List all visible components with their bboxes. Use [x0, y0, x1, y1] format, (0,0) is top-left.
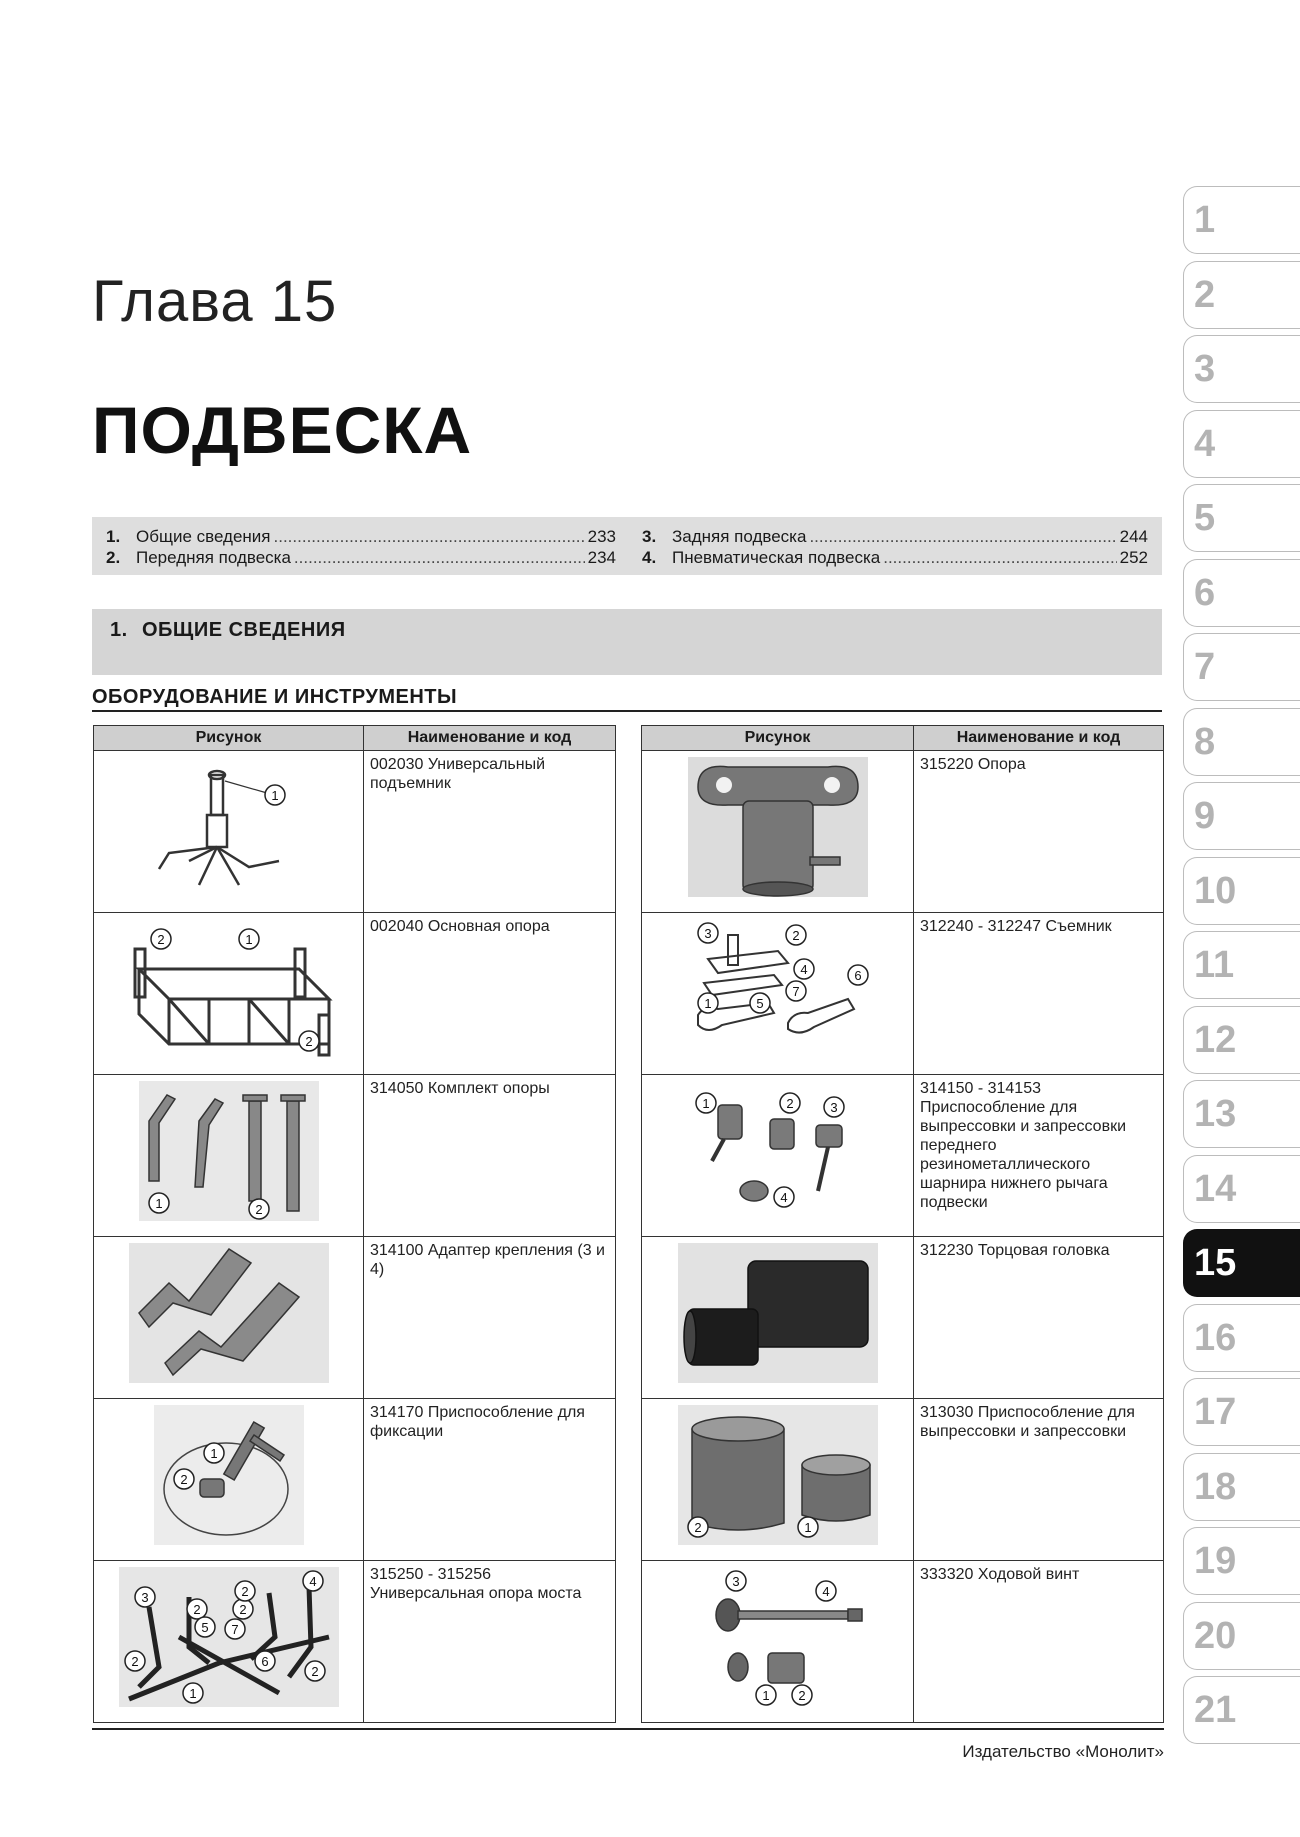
callout-marker: 2 — [240, 1584, 249, 1599]
chapter-tab-label: 13 — [1194, 1093, 1237, 1135]
callout-marker: 2 — [693, 1520, 702, 1535]
tool-name: 315250 - 315256 Универсальная опора моста — [364, 1561, 616, 1723]
callout-marker: 2 — [238, 1602, 247, 1617]
tool-name: 314050 Комплект опоры — [364, 1075, 616, 1237]
callout-marker: 1 — [270, 788, 279, 803]
callout-marker: 1 — [154, 1196, 163, 1211]
chapter-tab[interactable] — [1183, 857, 1300, 925]
toc-column-left — [106, 527, 616, 569]
chapter-tab[interactable] — [1183, 1676, 1300, 1744]
toc-item-number: 1. — [106, 527, 121, 546]
callout-marker: 2 — [310, 1664, 319, 1679]
toc-item[interactable] — [642, 548, 1148, 569]
callout-marker: 5 — [755, 996, 764, 1011]
table-row — [94, 1561, 616, 1723]
tool-name: 314100 Адаптер крепления (3 и 4) — [364, 1237, 616, 1399]
chapter-tab-label: 15 — [1194, 1242, 1237, 1284]
tool-name: 333320 Ходовой винт — [914, 1561, 1164, 1723]
section-title: ОБЩИЕ СВЕДЕНИЯ — [142, 619, 346, 641]
table-row — [642, 1399, 1164, 1561]
tool-picture-cell — [94, 751, 364, 913]
chapter-tab-label: 6 — [1194, 571, 1216, 614]
table-row — [94, 1237, 616, 1399]
toc-item-title: Пневматическая подвеска — [672, 548, 881, 567]
chapter-tab[interactable] — [1183, 1527, 1300, 1595]
support-kit-illustration — [139, 1081, 319, 1221]
toc-item-number: 3. — [642, 527, 657, 546]
mounting-adapter-illustration — [129, 1243, 329, 1383]
chapter-tab[interactable] — [1183, 931, 1300, 999]
tool-name: 312240 - 312247 Съемник — [914, 913, 1164, 1075]
callout-marker: 1 — [188, 1686, 197, 1701]
callout-marker: 2 — [254, 1202, 263, 1217]
callout-marker: 5 — [200, 1620, 209, 1635]
toc-leader-dots — [809, 527, 1116, 547]
chapter-tab-active[interactable] — [1183, 1229, 1300, 1297]
toc-item[interactable] — [106, 527, 616, 548]
universal-lift-illustration — [129, 757, 329, 895]
tool-picture-cell — [642, 1561, 914, 1723]
table-row — [642, 1075, 1164, 1237]
tool-name: 002030 Универсальный подъемник — [364, 751, 616, 913]
column-header-picture: Рисунок — [94, 726, 364, 751]
chapter-tab-label: 20 — [1194, 1614, 1237, 1657]
section-heading-bar — [92, 609, 1162, 675]
tool-picture-cell — [642, 1399, 914, 1561]
table-header-row — [94, 726, 616, 751]
chapter-tab[interactable] — [1183, 335, 1300, 403]
chapter-tab-label: 2 — [1194, 273, 1216, 316]
equipment-table-right — [641, 725, 1164, 1723]
tool-picture-cell — [94, 1075, 364, 1237]
press-tool-set-illustration — [678, 1081, 878, 1221]
chapter-tab-label: 21 — [1194, 1689, 1237, 1731]
tool-name: 313030 Приспособление для выпрессовки и запрессовки — [914, 1399, 1164, 1561]
chapter-tab[interactable] — [1183, 1304, 1300, 1372]
chapter-tab-label: 14 — [1194, 1167, 1237, 1210]
chapter-tab-label: 3 — [1194, 348, 1216, 390]
table-of-contents — [92, 517, 1162, 575]
universal-axle-support-illustration — [119, 1567, 339, 1707]
table-row — [642, 913, 1164, 1075]
chapter-tab-label: 8 — [1194, 720, 1216, 763]
callout-marker: 4 — [799, 962, 808, 977]
callout-marker: 1 — [761, 1688, 770, 1703]
callout-marker: 6 — [853, 968, 862, 983]
table-row — [642, 1561, 1164, 1723]
tool-picture-cell — [94, 1561, 364, 1723]
toc-item[interactable] — [106, 548, 616, 569]
tool-picture-cell — [642, 1237, 914, 1399]
table-row — [94, 1075, 616, 1237]
table-row — [94, 751, 616, 913]
tool-name: 002040 Основная опора — [364, 913, 616, 1075]
callout-marker: 1 — [701, 1096, 710, 1111]
callout-marker: 4 — [308, 1574, 317, 1589]
callout-marker: 1 — [209, 1446, 218, 1461]
toc-item-page: 252 — [1119, 548, 1148, 567]
chapter-tab[interactable] — [1183, 782, 1300, 850]
chapter-tab-label: 18 — [1194, 1465, 1237, 1508]
chapter-tab[interactable] — [1183, 1080, 1300, 1148]
tool-name: 314170 Приспособление для фиксации — [364, 1399, 616, 1561]
tool-picture-cell — [94, 913, 364, 1075]
callout-marker: 2 — [797, 1688, 806, 1703]
tool-picture-cell — [642, 913, 914, 1075]
chapter-tab[interactable] — [1183, 186, 1300, 254]
callout-marker: 2 — [785, 1096, 794, 1111]
callout-marker: 7 — [791, 984, 800, 999]
toc-item-page: 234 — [587, 548, 616, 567]
toc-item-number: 4. — [642, 548, 657, 567]
chapter-tab[interactable] — [1183, 1155, 1300, 1223]
press-sleeve-illustration — [678, 1405, 878, 1545]
table-row — [94, 913, 616, 1075]
callout-marker: 1 — [703, 996, 712, 1011]
table-row — [642, 751, 1164, 913]
callout-marker: 3 — [703, 926, 712, 941]
chapter-tab-label: 1 — [1194, 199, 1216, 241]
chapter-tab-label: 12 — [1194, 1018, 1237, 1061]
chapter-tab-label: 9 — [1194, 795, 1216, 837]
callout-marker: 1 — [244, 932, 253, 947]
tool-picture-cell — [94, 1399, 364, 1561]
callout-marker: 2 — [791, 928, 800, 943]
callout-marker: 4 — [779, 1190, 788, 1205]
chapter-tab[interactable] — [1183, 484, 1300, 552]
callout-marker: 2 — [304, 1034, 313, 1049]
chapter-tab-label: 16 — [1194, 1316, 1237, 1359]
toc-leader-dots — [274, 527, 585, 547]
chapter-title: ПОДВЕСКА — [92, 393, 473, 467]
toc-item-number: 2. — [106, 548, 121, 567]
callout-marker: 1 — [803, 1520, 812, 1535]
chapter-tab[interactable] — [1183, 1453, 1300, 1521]
puller-illustration — [678, 919, 878, 1059]
tool-name: 314150 - 314153 Приспособление для выпрессовки и запрессовки переднего резинометаллического шарнира нижнего рычага подвески — [914, 1075, 1164, 1237]
callout-marker: 6 — [260, 1654, 269, 1669]
chapter-label: Глава 15 — [92, 269, 338, 334]
support-illustration — [688, 757, 868, 897]
callout-marker: 2 — [156, 932, 165, 947]
publisher-footer: Издательство «Монолит» — [962, 1742, 1164, 1761]
tool-picture-cell — [642, 1075, 914, 1237]
toc-leader-dots — [294, 548, 585, 568]
chapter-tab-label: 19 — [1194, 1540, 1237, 1582]
table-header-row — [642, 726, 1164, 751]
section-number: 1. — [110, 619, 128, 641]
callout-marker: 2 — [179, 1472, 188, 1487]
chapter-tab-label: 10 — [1194, 869, 1237, 912]
lead-screw-illustration — [678, 1567, 878, 1707]
table-row — [642, 1237, 1164, 1399]
socket-head-illustration — [678, 1243, 878, 1383]
toc-item-title: Задняя подвеска — [672, 527, 807, 546]
chapter-tab-label: 11 — [1194, 944, 1235, 986]
callout-marker: 4 — [821, 1584, 830, 1599]
toc-item-title: Передняя подвеска — [136, 548, 291, 567]
chapter-tab-label: 17 — [1194, 1391, 1237, 1433]
fixing-device-illustration — [154, 1405, 304, 1545]
toc-column-right — [642, 527, 1148, 569]
column-header-name: Наименование и код — [914, 726, 1164, 751]
main-support-illustration — [109, 919, 349, 1059]
callout-marker: 2 — [192, 1602, 201, 1617]
table-row — [94, 1399, 616, 1561]
chapter-tab[interactable] — [1183, 633, 1300, 701]
callout-marker: 3 — [829, 1100, 838, 1115]
toc-item[interactable] — [642, 527, 1148, 548]
callout-marker: 3 — [140, 1590, 149, 1605]
callout-marker: 7 — [230, 1622, 239, 1637]
toc-leader-dots — [883, 548, 1116, 568]
callout-marker: 3 — [731, 1574, 740, 1589]
chapter-tab[interactable] — [1183, 1378, 1300, 1446]
equipment-table-left — [93, 725, 616, 1723]
chapter-tab-label: 7 — [1194, 646, 1216, 688]
chapter-tab[interactable] — [1183, 1602, 1300, 1670]
column-header-picture: Рисунок — [642, 726, 914, 751]
chapter-tab[interactable] — [1183, 708, 1300, 776]
chapter-tab[interactable] — [1183, 410, 1300, 478]
toc-item-page: 233 — [587, 527, 616, 546]
callout-marker: 2 — [130, 1654, 139, 1669]
tool-picture-cell — [94, 1237, 364, 1399]
chapter-tabs — [1183, 186, 1300, 1751]
chapter-tab[interactable] — [1183, 559, 1300, 627]
subsection-heading: ОБОРУДОВАНИЕ И ИНСТРУМЕНТЫ — [92, 686, 1162, 712]
tool-name: 312230 Торцовая головка — [914, 1237, 1164, 1399]
chapter-tab-label: 5 — [1194, 497, 1216, 539]
chapter-tab[interactable] — [1183, 261, 1300, 329]
tool-name: 315220 Опора — [914, 751, 1164, 913]
chapter-tab[interactable] — [1183, 1006, 1300, 1074]
tool-picture-cell — [642, 751, 914, 913]
column-header-name: Наименование и код — [364, 726, 616, 751]
footer-rule — [92, 1728, 1164, 1730]
toc-item-title: Общие сведения — [136, 527, 271, 546]
chapter-tab-label: 4 — [1194, 422, 1216, 465]
toc-item-page: 244 — [1119, 527, 1148, 546]
